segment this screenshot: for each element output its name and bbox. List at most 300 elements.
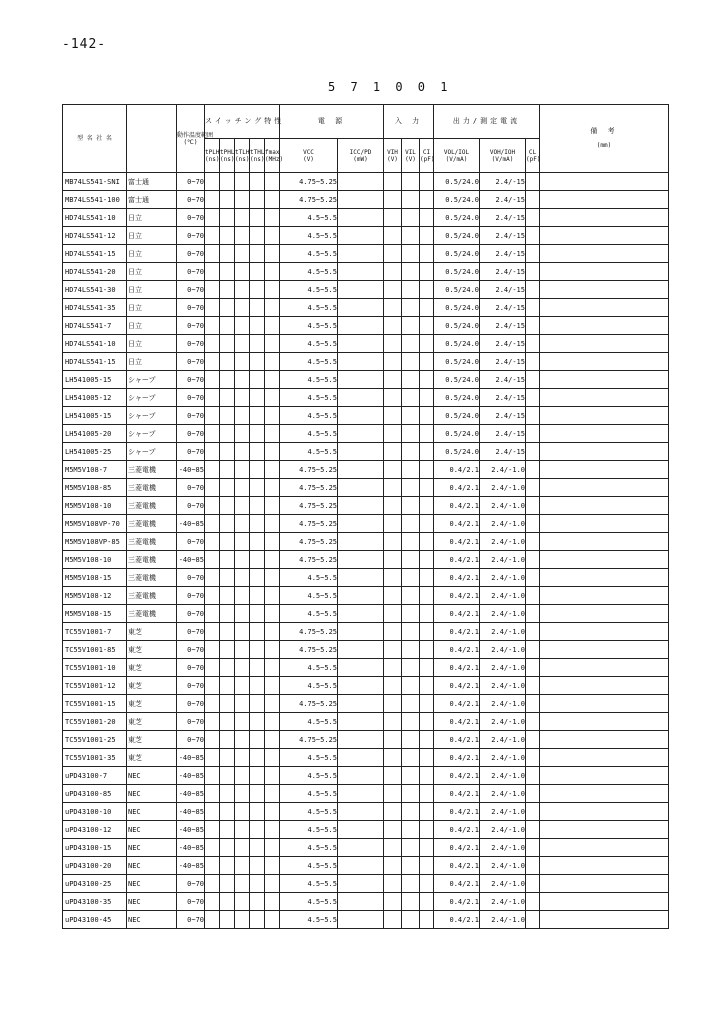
cell-1: 東芝: [127, 641, 177, 659]
cell-15: [526, 911, 540, 929]
cell-12: [420, 767, 434, 785]
cell-14: 2.4/-1.0: [480, 551, 526, 569]
cell-6: [250, 443, 265, 461]
cell-15: [526, 443, 540, 461]
cell-14: 2.4/-15: [480, 209, 526, 227]
cell-6: [250, 461, 265, 479]
cell-5: [235, 281, 250, 299]
cell-3: [205, 605, 220, 623]
cell-13: 0.5/24.0: [434, 407, 480, 425]
cell-3: [205, 785, 220, 803]
table-row: [63, 641, 669, 659]
cell-3: [205, 461, 220, 479]
cell-0: TC55V1001-12: [63, 677, 127, 695]
cell-7: [265, 461, 280, 479]
cell-12: [420, 389, 434, 407]
cell-11: [402, 569, 420, 587]
cell-9: [338, 767, 384, 785]
cell-5: [235, 425, 250, 443]
cell-11: [402, 389, 420, 407]
cell-13: 0.5/24.0: [434, 227, 480, 245]
table-row: [63, 785, 669, 803]
cell-3: [205, 515, 220, 533]
cell-1: 三菱電機: [127, 551, 177, 569]
remarks-cell: [540, 713, 669, 731]
cell-15: [526, 335, 540, 353]
cell-7: [265, 857, 280, 875]
cell-9: [338, 731, 384, 749]
cell-3: [205, 479, 220, 497]
cell-7: [265, 803, 280, 821]
cell-10: [384, 497, 402, 515]
cell-9: [338, 785, 384, 803]
remarks-cell: [540, 893, 669, 911]
cell-14: 2.4/-15: [480, 227, 526, 245]
cell-10: [384, 695, 402, 713]
cell-15: [526, 893, 540, 911]
cell-12: [420, 713, 434, 731]
cell-7: [265, 533, 280, 551]
cell-10: [384, 785, 402, 803]
remarks-cell: [540, 263, 669, 281]
cell-2: 0~70: [177, 713, 205, 731]
table-row: [63, 479, 669, 497]
cell-6: [250, 317, 265, 335]
cell-10: [384, 821, 402, 839]
table-row: [63, 713, 669, 731]
remarks-cell: [540, 695, 669, 713]
table-row: [63, 569, 669, 587]
cell-8: 4.5~5.5: [280, 335, 338, 353]
cell-11: [402, 677, 420, 695]
cell-2: 0~70: [177, 191, 205, 209]
cell-2: 0~70: [177, 569, 205, 587]
cell-7: [265, 245, 280, 263]
cell-12: [420, 803, 434, 821]
cell-1: NEC: [127, 821, 177, 839]
cell-5: [235, 857, 250, 875]
cell-10: [384, 767, 402, 785]
cell-11: [402, 371, 420, 389]
cell-0: TC55V1001-35: [63, 749, 127, 767]
cell-4: [220, 857, 235, 875]
cell-5: [235, 695, 250, 713]
cell-1: 日立: [127, 353, 177, 371]
cell-6: [250, 623, 265, 641]
remarks-cell: [540, 533, 669, 551]
cell-1: NEC: [127, 839, 177, 857]
cell-14: 2.4/-1.0: [480, 785, 526, 803]
remarks-cell: [540, 173, 669, 191]
cell-6: [250, 569, 265, 587]
cell-9: [338, 245, 384, 263]
remarks-cell: [540, 335, 669, 353]
remarks-cell: [540, 245, 669, 263]
cell-1: 東芝: [127, 623, 177, 641]
cell-13: 0.4/2.1: [434, 749, 480, 767]
cell-4: [220, 551, 235, 569]
cell-14: 2.4/-1.0: [480, 623, 526, 641]
cell-4: [220, 191, 235, 209]
cell-11: [402, 209, 420, 227]
cell-4: [220, 209, 235, 227]
remarks-cell: [540, 785, 669, 803]
remarks-cell: [540, 731, 669, 749]
cell-13: 0.4/2.1: [434, 641, 480, 659]
cell-4: [220, 641, 235, 659]
cell-10: [384, 263, 402, 281]
cell-6: [250, 245, 265, 263]
cell-15: [526, 659, 540, 677]
remarks-cell: [540, 281, 669, 299]
cell-12: [420, 875, 434, 893]
cell-3: [205, 767, 220, 785]
cell-15: [526, 569, 540, 587]
cell-12: [420, 425, 434, 443]
cell-0: M5M5V108-10: [63, 497, 127, 515]
remarks-cell: [540, 803, 669, 821]
cell-12: [420, 587, 434, 605]
cell-15: [526, 695, 540, 713]
cell-1: 富士通: [127, 191, 177, 209]
cell-11: [402, 551, 420, 569]
cell-7: [265, 695, 280, 713]
cell-11: [402, 641, 420, 659]
cell-10: [384, 569, 402, 587]
cell-2: 0~70: [177, 173, 205, 191]
cell-10: [384, 875, 402, 893]
cell-4: [220, 803, 235, 821]
header-sub-0: tPLH (ns): [205, 139, 220, 173]
cell-14: 2.4/-1.0: [480, 605, 526, 623]
cell-10: [384, 803, 402, 821]
cell-9: [338, 353, 384, 371]
cell-1: NEC: [127, 875, 177, 893]
table-row: [63, 749, 669, 767]
cell-2: 0~70: [177, 389, 205, 407]
cell-8: 4.5~5.5: [280, 389, 338, 407]
cell-2: 0~70: [177, 479, 205, 497]
cell-8: 4.5~5.5: [280, 749, 338, 767]
cell-13: 0.5/24.0: [434, 191, 480, 209]
cell-10: [384, 299, 402, 317]
cell-10: [384, 209, 402, 227]
header-sub-7: VIH (V): [384, 139, 402, 173]
table-row: [63, 335, 669, 353]
cell-12: [420, 893, 434, 911]
cell-9: [338, 533, 384, 551]
cell-9: [338, 623, 384, 641]
cell-1: 三菱電機: [127, 533, 177, 551]
cell-0: LH541005-25: [63, 443, 127, 461]
cell-11: [402, 479, 420, 497]
cell-5: [235, 299, 250, 317]
cell-9: [338, 515, 384, 533]
cell-6: [250, 191, 265, 209]
cell-4: [220, 677, 235, 695]
cell-12: [420, 263, 434, 281]
cell-5: [235, 173, 250, 191]
cell-11: [402, 425, 420, 443]
cell-4: [220, 587, 235, 605]
cell-7: [265, 263, 280, 281]
cell-2: 0~70: [177, 497, 205, 515]
cell-12: [420, 731, 434, 749]
table-row: [63, 803, 669, 821]
cell-7: [265, 893, 280, 911]
cell-7: [265, 641, 280, 659]
cell-6: [250, 515, 265, 533]
cell-4: [220, 623, 235, 641]
cell-11: [402, 911, 420, 929]
cell-0: uPD43100-85: [63, 785, 127, 803]
cell-6: [250, 551, 265, 569]
cell-10: [384, 515, 402, 533]
cell-3: [205, 263, 220, 281]
header-switching: スイッチング特性: [205, 105, 280, 139]
header-temp: 動作温度範囲 (℃): [177, 105, 205, 173]
cell-0: M5M5V108-15: [63, 605, 127, 623]
cell-1: シャープ: [127, 389, 177, 407]
cell-13: 0.5/24.0: [434, 389, 480, 407]
cell-2: 0~70: [177, 317, 205, 335]
cell-2: 0~70: [177, 623, 205, 641]
cell-7: [265, 731, 280, 749]
cell-14: 2.4/-15: [480, 389, 526, 407]
cell-8: 4.75~5.25: [280, 461, 338, 479]
cell-12: [420, 533, 434, 551]
cell-14: 2.4/-1.0: [480, 515, 526, 533]
cell-3: [205, 659, 220, 677]
cell-5: [235, 605, 250, 623]
cell-0: HD74LS541-10: [63, 335, 127, 353]
cell-0: TC55V1001-25: [63, 731, 127, 749]
cell-5: [235, 335, 250, 353]
cell-9: [338, 227, 384, 245]
cell-7: [265, 209, 280, 227]
cell-8: 4.75~5.25: [280, 191, 338, 209]
cell-5: [235, 245, 250, 263]
cell-6: [250, 173, 265, 191]
remarks-cell: [540, 587, 669, 605]
cell-3: [205, 875, 220, 893]
cell-9: [338, 263, 384, 281]
cell-14: 2.4/-15: [480, 335, 526, 353]
cell-7: [265, 227, 280, 245]
header-sub-8: VIL (V): [402, 139, 420, 173]
cell-9: [338, 857, 384, 875]
cell-12: [420, 605, 434, 623]
cell-13: 0.4/2.1: [434, 497, 480, 515]
cell-3: [205, 173, 220, 191]
cell-15: [526, 479, 540, 497]
table-row: [63, 407, 669, 425]
cell-7: [265, 623, 280, 641]
cell-8: 4.5~5.5: [280, 245, 338, 263]
remarks-cell: [540, 479, 669, 497]
cell-2: 0~70: [177, 677, 205, 695]
cell-15: [526, 821, 540, 839]
cell-5: [235, 407, 250, 425]
cell-8: 4.5~5.5: [280, 605, 338, 623]
cell-10: [384, 893, 402, 911]
cell-11: [402, 245, 420, 263]
cell-9: [338, 587, 384, 605]
cell-3: [205, 281, 220, 299]
cell-10: [384, 587, 402, 605]
cell-15: [526, 875, 540, 893]
cell-10: [384, 173, 402, 191]
cell-12: [420, 173, 434, 191]
cell-8: 4.75~5.25: [280, 731, 338, 749]
cell-4: [220, 821, 235, 839]
cell-0: HD74LS541-20: [63, 263, 127, 281]
cell-10: [384, 335, 402, 353]
table-row: [63, 533, 669, 551]
table-row: [63, 353, 669, 371]
cell-2: 0~70: [177, 353, 205, 371]
remarks-cell: [540, 389, 669, 407]
cell-6: [250, 533, 265, 551]
cell-7: [265, 839, 280, 857]
cell-9: [338, 605, 384, 623]
cell-14: 2.4/-1.0: [480, 803, 526, 821]
cell-7: [265, 767, 280, 785]
header-sub-11: VOH/IOH (V/mA): [480, 139, 526, 173]
table-row: [63, 911, 669, 929]
cell-13: 0.4/2.1: [434, 713, 480, 731]
cell-7: [265, 605, 280, 623]
cell-9: [338, 713, 384, 731]
cell-6: [250, 263, 265, 281]
remarks-cell: [540, 623, 669, 641]
cell-14: 2.4/-15: [480, 299, 526, 317]
cell-8: 4.5~5.5: [280, 209, 338, 227]
cell-6: [250, 641, 265, 659]
cell-11: [402, 263, 420, 281]
remarks-cell: [540, 443, 669, 461]
cell-6: [250, 497, 265, 515]
cell-9: [338, 443, 384, 461]
cell-12: [420, 497, 434, 515]
cell-5: [235, 479, 250, 497]
cell-3: [205, 533, 220, 551]
cell-9: [338, 875, 384, 893]
cell-6: [250, 731, 265, 749]
cell-4: [220, 893, 235, 911]
cell-7: [265, 479, 280, 497]
cell-4: [220, 263, 235, 281]
cell-11: [402, 353, 420, 371]
cell-10: [384, 839, 402, 857]
cell-14: 2.4/-1.0: [480, 839, 526, 857]
cell-1: 三菱電機: [127, 515, 177, 533]
header-sub-12: CL (pF): [526, 139, 540, 173]
cell-2: 0~70: [177, 587, 205, 605]
cell-4: [220, 911, 235, 929]
remarks-cell: [540, 659, 669, 677]
cell-0: LH541005-15: [63, 371, 127, 389]
cell-10: [384, 713, 402, 731]
cell-11: [402, 335, 420, 353]
cell-13: 0.4/2.1: [434, 623, 480, 641]
cell-6: [250, 857, 265, 875]
cell-0: M5M5V108-10: [63, 551, 127, 569]
table-row: [63, 587, 669, 605]
cell-10: [384, 227, 402, 245]
cell-10: [384, 191, 402, 209]
header-sub-9: CI (pF): [420, 139, 434, 173]
cell-10: [384, 605, 402, 623]
cell-11: [402, 839, 420, 857]
cell-10: [384, 425, 402, 443]
cell-7: [265, 299, 280, 317]
cell-13: 0.5/24.0: [434, 443, 480, 461]
table-row: [63, 515, 669, 533]
cell-2: 0~70: [177, 893, 205, 911]
cell-2: -40~85: [177, 803, 205, 821]
cell-11: [402, 749, 420, 767]
cell-12: [420, 821, 434, 839]
cell-9: [338, 281, 384, 299]
cell-11: [402, 461, 420, 479]
cell-0: HD74LS541-35: [63, 299, 127, 317]
cell-9: [338, 893, 384, 911]
cell-7: [265, 821, 280, 839]
cell-4: [220, 245, 235, 263]
cell-8: 4.5~5.5: [280, 299, 338, 317]
cell-2: 0~70: [177, 335, 205, 353]
cell-10: [384, 677, 402, 695]
header-maker: [127, 105, 177, 173]
cell-5: [235, 785, 250, 803]
table-row: [63, 857, 669, 875]
remarks-cell: [540, 569, 669, 587]
cell-1: 東芝: [127, 731, 177, 749]
cell-1: 日立: [127, 227, 177, 245]
cell-11: [402, 623, 420, 641]
cell-2: 0~70: [177, 659, 205, 677]
cell-3: [205, 317, 220, 335]
cell-15: [526, 461, 540, 479]
cell-12: [420, 515, 434, 533]
cell-7: [265, 281, 280, 299]
cell-10: [384, 911, 402, 929]
cell-12: [420, 299, 434, 317]
cell-3: [205, 839, 220, 857]
cell-8: 4.5~5.5: [280, 569, 338, 587]
cell-10: [384, 281, 402, 299]
cell-13: 0.4/2.1: [434, 785, 480, 803]
cell-1: 三菱電機: [127, 497, 177, 515]
cell-13: 0.4/2.1: [434, 821, 480, 839]
cell-5: [235, 497, 250, 515]
cell-4: [220, 461, 235, 479]
cell-12: [420, 281, 434, 299]
remarks-cell: [540, 605, 669, 623]
cell-15: [526, 533, 540, 551]
cell-8: 4.5~5.5: [280, 803, 338, 821]
cell-4: [220, 353, 235, 371]
cell-9: [338, 695, 384, 713]
cell-5: [235, 659, 250, 677]
cell-8: 4.5~5.5: [280, 263, 338, 281]
cell-8: 4.5~5.5: [280, 821, 338, 839]
cell-7: [265, 317, 280, 335]
cell-15: [526, 497, 540, 515]
cell-2: 0~70: [177, 695, 205, 713]
cell-9: [338, 641, 384, 659]
